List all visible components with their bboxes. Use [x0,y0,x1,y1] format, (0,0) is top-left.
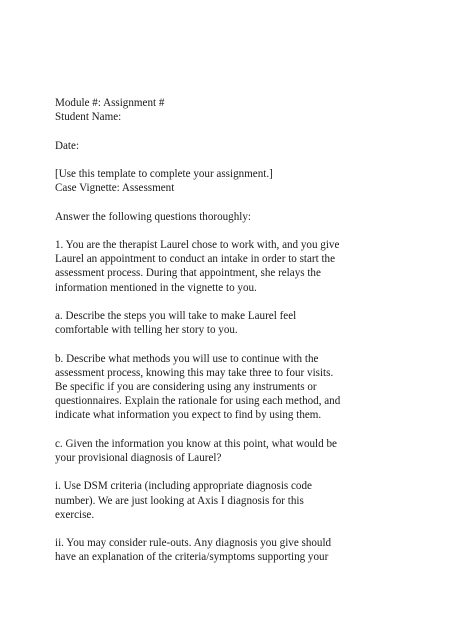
question-b-paragraph [55,352,405,423]
question-i-line: exercise. [55,508,95,521]
question-1-line: assessment process. During that appointment, she relays the [55,267,321,280]
spacer [55,153,405,167]
spacer [55,465,405,479]
question-ii-line: ii. You may consider rule-outs. Any diagnosis you give should [55,537,332,550]
document-page [55,96,405,565]
question-b-line: b. Describe what methods you will use to continue with the [55,352,319,365]
question-b-line: questionnaires. Explain the rationale for using each method, and [55,395,341,408]
question-a-line: a. Describe the steps you will take to make Laurel feel [55,309,297,322]
question-c-line: c. Given the information you know at this point, what would be [55,437,337,450]
question-b-line: indicate what information you expect to find by using them. [55,409,322,422]
spacer [55,124,405,138]
question-i-line: i. Use DSM criteria (including appropriate diagnosis code [55,480,312,493]
module-line: Module #: Assignment # [55,97,165,109]
question-a-paragraph [55,309,405,337]
template-instruction: [Use this template to complete your assignment.] [55,167,273,180]
spacer [55,522,405,536]
question-ii-line: have an explanation of the criteria/symptoms supporting your [55,551,329,564]
question-1-paragraph [55,238,405,295]
student-name-line: Student Name: [55,111,122,124]
spacer [55,195,405,209]
question-1-line: Laurel an appointment to conduct an intake in order to start the [55,253,336,266]
question-b-line: Be specific if you are considering using any instruments or [55,380,317,393]
question-b-line: assessment process, knowing this may take three to four visits. [55,366,334,379]
question-i-paragraph [55,479,405,522]
spacer [55,224,405,238]
spacer [55,337,405,351]
case-vignette-title: Case Vignette: Assessment [55,182,175,195]
spacer [55,423,405,437]
spacer [55,295,405,309]
question-c-paragraph [55,437,405,465]
question-i-line: number). We are just looking at Axis I diagnosis for this [55,494,304,507]
question-a-line: comfortable with telling her story to you. [55,324,238,337]
date-line: Date: [55,139,80,152]
question-1-line: information mentioned in the vignette to you. [55,281,257,294]
question-c-line: your provisional diagnosis of Laurel? [55,451,222,464]
question-1-line: 1. You are the therapist Laurel chose to work with, and you give [55,238,340,251]
question-ii-paragraph [55,536,405,564]
answer-prompt: Answer the following questions thoroughly: [55,210,251,223]
